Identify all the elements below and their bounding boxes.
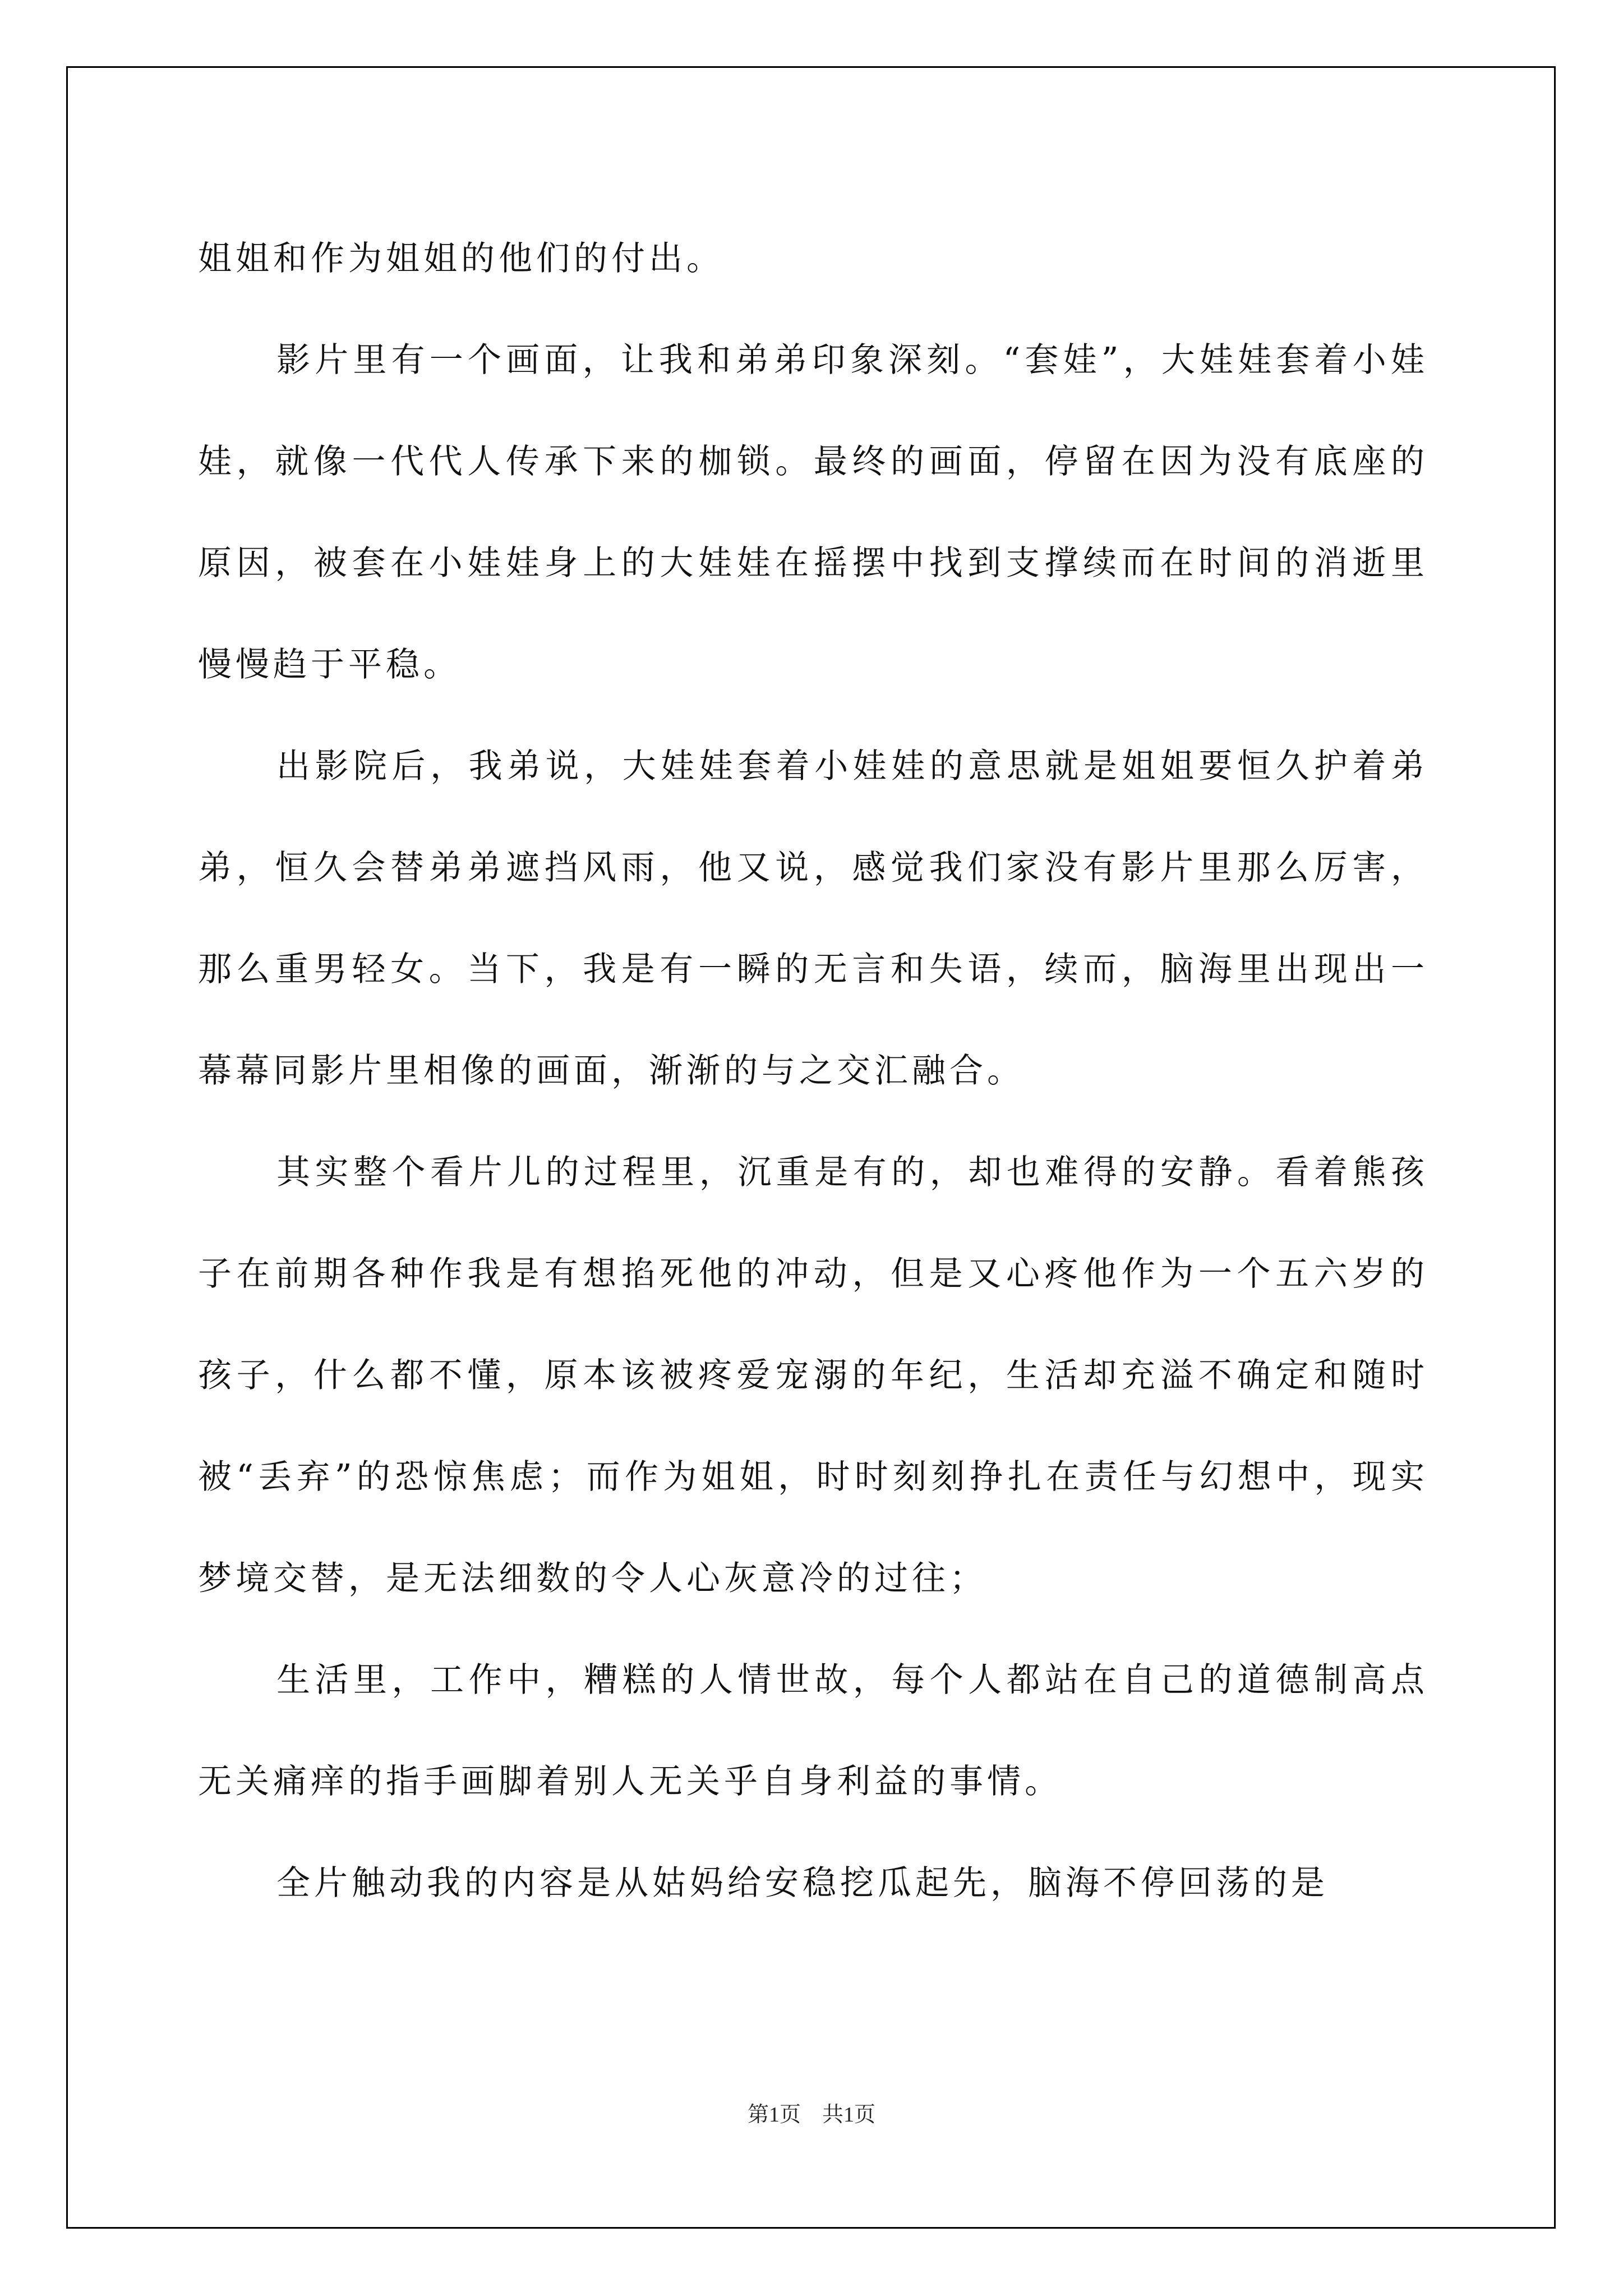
paragraph: 全片触动我的内容是从姑妈给安稳挖瓜起先，脑海不停回荡的是	[276, 1864, 1329, 1903]
document-body	[198, 208, 1428, 1934]
paragraph: 姐姐和作为姐姐的他们的付出。	[198, 239, 724, 278]
paragraph: 生活里，工作中，糟糕的人情世故，每个人都站在自己的道德制高点无关痛痒的指手画脚着别人无关乎自身利益的事情。	[198, 1660, 1428, 1801]
page-number-footer: 第1页 共1页	[747, 2103, 875, 2127]
paragraph: 其实整个看片儿的过程里，沉重是有的，却也难得的安静。看着熊孩子在前期各种作我是有想掐死他的冲动，但是又心疼他作为一个五六岁的孩子，什么都不懂，原本该被疼爱宠溺的年纪，生活却充溢不确定和随时被“丢弃”的恐惊焦虑；而作为姐姐，时时刻刻挣扎在责任与幻想中，现实梦境交替，是无法细数的令人心灰意冷的过往；	[198, 1153, 1428, 1598]
paragraph: 影片里有一个画面，让我和弟弟印象深刻。“套娃”，大娃娃套着小娃娃，就像一代代人传承下来的枷锁。最终的画面，停留在因为没有底座的原因，被套在小娃娃身上的大娃娃在摇摆中找到支撑续而在时间的消逝里慢慢趋于平稳。	[198, 341, 1428, 684]
paragraph: 出影院后，我弟说，大娃娃套着小娃娃的意思就是姐姐要恒久护着弟弟，恒久会替弟弟遮挡风雨，他又说，感觉我们家没有影片里那么厉害，那么重男轻女。当下，我是有一瞬的无言和失语，续而，脑海里出现出一幕幕同影片里相像的画面，渐渐的与之交汇融合。	[198, 747, 1428, 1091]
